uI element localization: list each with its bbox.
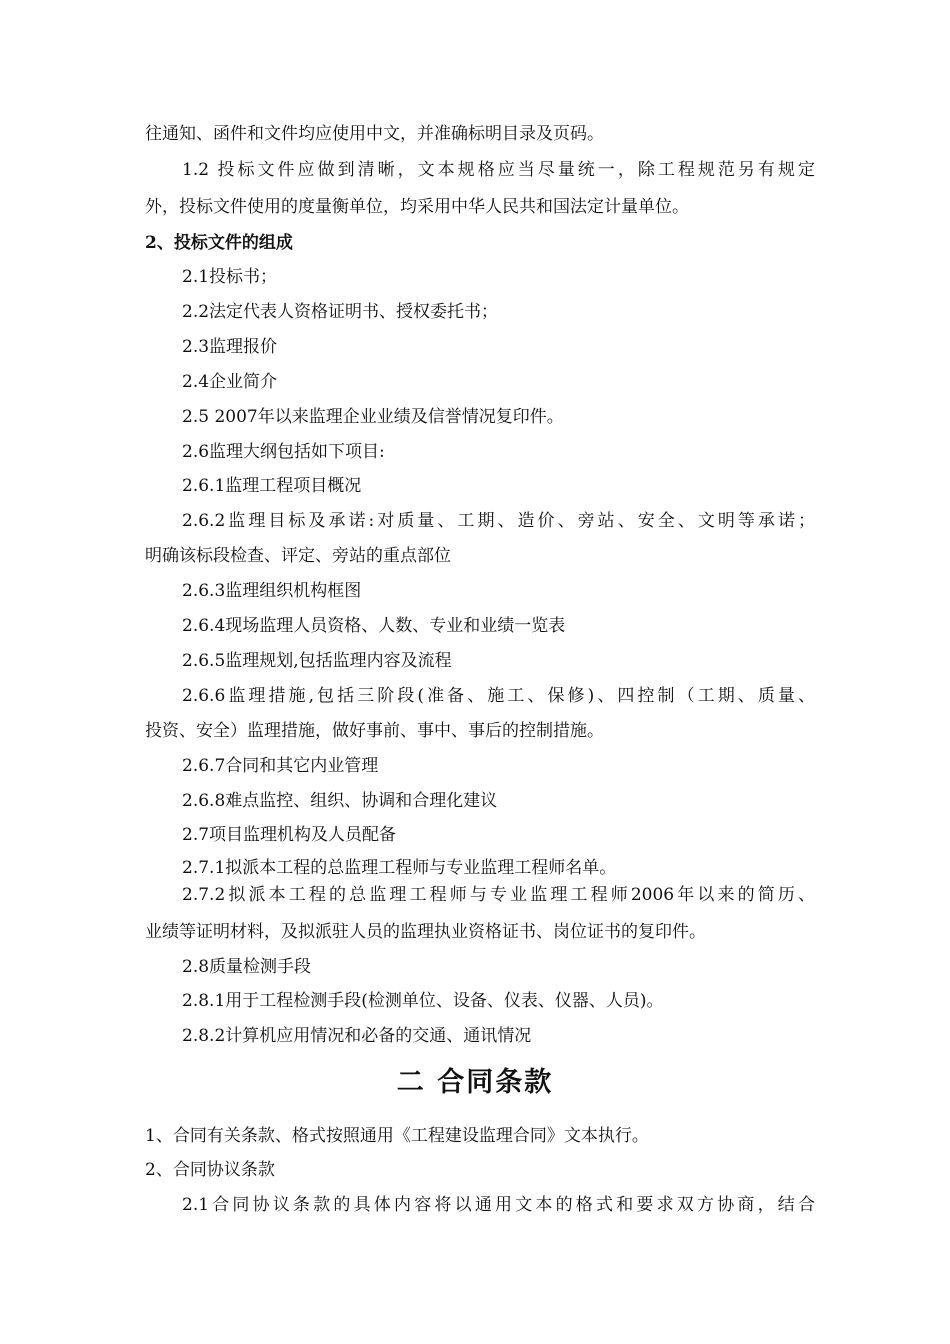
list-item: 2.5 2007年以来监理企业业绩及信誉情况复印件。 xyxy=(182,407,564,427)
list-item: 2.1合同协议条款的具体内容将以通用文本的格式和要求双方协商，结合 xyxy=(182,1195,815,1215)
paragraph-line: 1.2 投标文件应做到清晰，文本规格应当尽量统一，除工程规范另有规定 xyxy=(182,160,815,180)
paragraph-line: 外，投标文件使用的度量衡单位，均采用中华人民共和国法定计量单位。 xyxy=(145,197,689,217)
list-item: 2.6.6监理措施,包括三阶段(准备、施工、保修)、四控制（工期、质量、 xyxy=(182,686,815,706)
list-item: 2.8.2计算机应用情况和必备的交通、通讯情况 xyxy=(182,1026,532,1046)
list-item: 2.6.8难点监控、组织、协调和合理化建议 xyxy=(182,791,498,811)
list-item: 2.6.7合同和其它内业管理 xyxy=(182,756,379,776)
list-item: 2.2法定代表人资格证明书、授权委托书； xyxy=(182,302,499,322)
paragraph-line: 2、合同协议条款 xyxy=(145,1160,275,1180)
list-item: 2.6.2监理目标及承诺:对质量、工期、造价、旁站、安全、文明等承诺； xyxy=(182,511,815,531)
list-item: 2.6监理大纲包括如下项目: xyxy=(182,442,385,462)
paragraph-line: 投资、安全）监理措施，做好事前、事中、事后的控制措施。 xyxy=(145,721,604,741)
list-item: 2.8质量检测手段 xyxy=(182,957,312,977)
list-item: 2.6.4现场监理人员资格、人数、专业和业绩一览表 xyxy=(182,616,566,636)
list-item: 2.7.1拟派本工程的总监理工程师与专业监理工程师名单。 xyxy=(182,858,617,878)
list-item: 2.1投标书； xyxy=(182,267,278,287)
paragraph-line: 1、合同有关条款、格式按照通用《工程建设监理合同》文本执行。 xyxy=(145,1126,649,1146)
paragraph-line: 往通知、函件和文件均应使用中文，并准确标明目录及页码。 xyxy=(145,124,604,144)
chapter-title: 二 合同条款 xyxy=(396,1067,554,1098)
list-item: 2.6.1监理工程项目概况 xyxy=(182,476,362,496)
list-item: 2.7.2拟派本工程的总监理工程师与专业监理工程师2006年以来的简历、 xyxy=(182,885,815,905)
section-heading: 2、投标文件的组成 xyxy=(145,233,293,253)
list-item: 2.4企业简介 xyxy=(182,372,278,392)
list-item: 2.8.1用于工程检测手段(检测单位、设备、仪表、仪器、人员)。 xyxy=(182,991,664,1011)
list-item: 2.6.5监理规划,包括监理内容及流程 xyxy=(182,651,452,671)
list-item: 2.6.3监理组织机构框图 xyxy=(182,581,362,601)
list-item: 2.7项目监理机构及人员配备 xyxy=(182,825,397,845)
list-item: 2.3监理报价 xyxy=(182,337,278,357)
paragraph-line: 明确该标段检查、评定、旁站的重点部位 xyxy=(145,546,451,566)
paragraph-line: 业绩等证明材料，及拟派驻人员的监理执业资格证书、岗位证书的复印件。 xyxy=(145,922,706,942)
